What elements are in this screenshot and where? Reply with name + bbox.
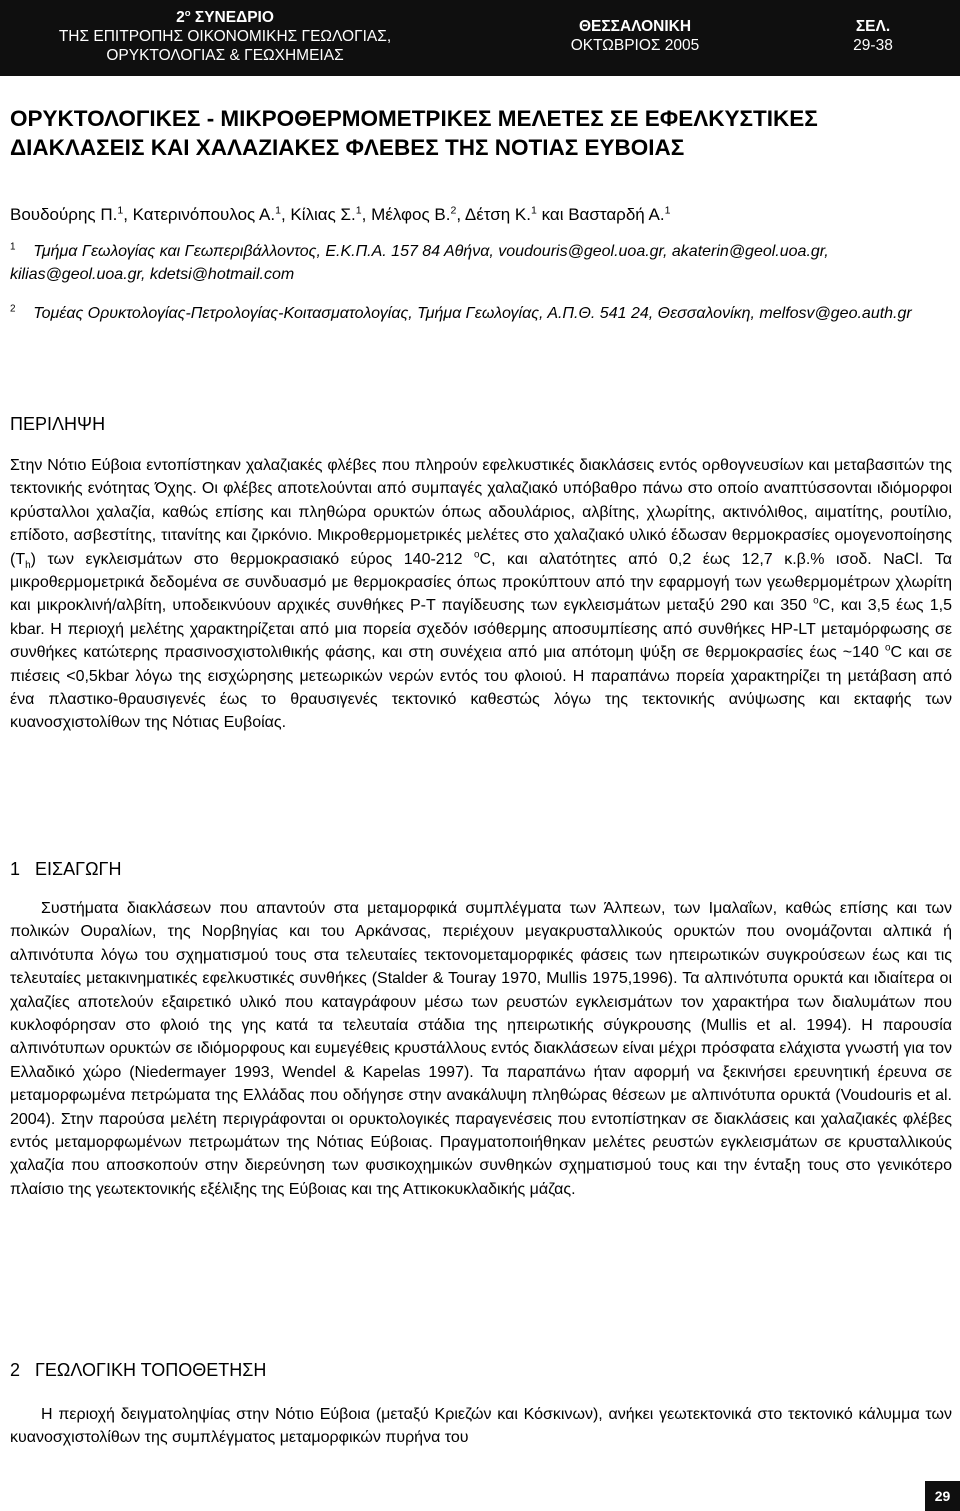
abstract-heading: ΠΕΡΙΛΗΨΗ — [10, 414, 106, 434]
geology-text: Η περιοχή δειγματοληψίας στην Νότιο Εύβοια (μεταξύ Κριεζών και Κόσκινων), ανήκει γεωτεκτονικά στο τεκτονικό κάλυμμα των κυανοσχιστολίθων της συμπλέγματος μεταμορφικών πυρήνα του — [10, 1406, 952, 1447]
section-heading-introduction: 1 ΕΙΣΑΓΩΓΗ — [10, 859, 122, 879]
conference-name — [0, 8, 450, 65]
conference-ordinal: ο — [184, 7, 191, 19]
section-heading-geology: 2 ΓΕΩΛΟΓΙΚΗ ΤΟΠΟΘΕΤΗΣΗ — [10, 1360, 267, 1380]
page-range — [818, 17, 928, 55]
author: Δέτση Κ.$^1$ και — [464, 204, 569, 224]
affiliation-text: Τομέας Ορυκτολογίας-Πετρολογίας-Κοιτασματολογίας, Τμήμα Γεωλογίας, Α.Π.Θ. 541 24, Θεσσαλονίκη, melfosv@geo.auth.gr — [33, 305, 912, 322]
affiliation-2 — [10, 302, 952, 325]
affiliation-text: Τμήμα Γεωλογίας και Γεωπεριβάλλοντος, Ε.Κ.Π.Α. 157 84 Αθήνα, voudouris@geol.uoa.gr, akaterin@geol.uoa.gr, kilias@geol.uoa.gr, kdetsi@hotmail.com — [10, 243, 829, 283]
page-number: 29 — [925, 1481, 960, 1511]
author: Κατερινόπουλος Α.$^1$, — [132, 204, 291, 224]
paper-title: ΟΡΥΚΤΟΛΟΓΙΚΕΣ - ΜΙΚΡΟΘΕΡΜΟΜΕΤΡΙΚΕΣ ΜΕΛΕΤΕΣ ΣΕ ΕΦΕΛΚΥΣΤΙΚΕΣ ΔΙΑΚΛΑΣΕΙΣ ΚΑΙ ΧΑΛΑΖΙΑΚΕΣ ΦΛΕΒΕΣ ΤΗΣ ΝΟΤΙΑΣ ΕΥΒΟΙΑΣ — [10, 106, 818, 160]
conference-header — [0, 0, 960, 76]
author: Βουδούρης Π.$^1$, — [10, 204, 133, 224]
author: Κίλιας Σ.$^1$, — [290, 204, 372, 224]
committee-line-2: ΟΡΥΚΤΟΛΟΓΙΑΣ & ΓΕΩΧΗΜΕΙΑΣ — [106, 47, 344, 64]
page-range-value: 29-38 — [853, 37, 893, 54]
conference-venue — [530, 17, 740, 55]
abstract-text: Στην Νότιο Εύβοια εντοπίστηκαν χαλαζιακές φλέβες που πληρούν εφελκυστικές διακλάσεις εντός ορθογνευσίων και μεταβασιτών της τεκτονικής ενότητας Όχης. Οι φλέβες αποτελούνται από συμπαγές χαλαζιακό υπόβαθρο πάνω στο οποίο αναπτύσσονται ιδιόμορφοι κρύσταλλοι χαλαζία, καθώς επίσης και πληθώρα ορυκτών όπως αδουλάριος, αλβίτης, χλωρίτης, ακτινόλιθος, αιματίτης, ρουτίλιο, επίδοτο, ασβεστίτης, τιτανίτης και ζιρκόνιο. Μικροθερμομετρικές μελέτες στο χαλαζιακό υλικό έδωσαν θερμοκρασίες ομογενοποίησης $(T_h)$ των εγκλεισμάτων στο θερμοκρασιακό εύρος 140-212 $^o$C, και αλατότητες από 0,2 έως 12,7 κ.β.% ισοδ. NaCl. Τα μικροθερμομετρικά δεδομένα σε συνδυασμό με θερμοκρασίες όπως προκύπτουν από την εφαρμογή των γεωθερμομέτρων χλωρίτη και μικροκλινή/αλβίτη, υποδεικνύουν αρχικές συνθήκες P-T παγίδευσης των εγκλεισμάτων μεταξύ 290 και 350 $^o$C, και 3,5 έως 1,5 kbar. Η περιοχή μελέτης χαρακτηρίζεται από μια πορεία σχεδόν ισόθερμης αποσυμπίεσης από συνθήκες HP-LT μεταμόρφωσης σε συνθήκες κατώτερης πρασινοσχιστολιθικής φάσης, και στη συνέχεια από μια απότομη ψύξη σε θερμοκρασίες έως ~140 $^o$C και σε πιέσεις <0,5kbar λόγω της εισχώρησης μετεωρικών νερών εντός του φλοιού. Η παραπάνω πορεία χαρακτηρίζει τη μετάβαση από ένα πλαστικο-θραυσιγενές έως το θραυσιγενές τεκτονικό καθεστώς λόγω της τεκτονικής ανύψωσης και εκταφής των κυανοσχιστολίθων της Νότιας Ευβοίας. — [10, 457, 953, 732]
conference-label: ΣΥΝΕΔΡΙΟ — [194, 9, 274, 26]
introduction-text: Συστήματα διακλάσεων που απαντούν στα μεταμορφικά συμπλέγματα των Άλπεων, των Ιμαλαΐων, καθώς επίσης και των πολικών Ουραλίων, της Νορβηγίας και του Αρκάνσας, περιέχουν μεγακρυσταλλικούς ορυκτών που ονομάζονται αλπικά ή αλπινότυπα λόγω του σχηματισμού τους στα τελευταίες τεκτονομεταμορφικές φάσεις των ηπειρωτικών συγκρούσεων έως και τις τελευταίες μετακινηματικές εφελκυστικές συνθήκες (Stalder & Touray 1970, Mullis 1975,1996). Τα αλπινότυπα ορυκτά και ιδιαίτερα οι χαλαζίες αποτελούν εξαιρετικό υλικό που καταγράφουν μέσω των ρευστών εγκλεισμάτων τον χαρακτήρα των διαλυμάτων που κυκλοφόρησαν στο φλοιό της γης κατά τα τελευταία στάδια της ηπειρωτικής σύγκρουσης (Mullis et al. 1994). Η παρουσία αλπινότυπων ορυκτών σε ιδιόμορφους και ευμεγέθεις κρυστάλλους εντός διακλάσεων είναι μέχρι πρόσφατα ελάχιστα γνωστή για τον Ελλαδικό χώρο (Niedermayer 1993, Wendel & Kapelas 1997). Τα παραπάνω ήταν αφορμή να ξεκινήσει ερευνητική έρευνα σε μεταμορφωμένα πετρώματα της Ελλάδας που οδήγησε στην ανακάλυψη πληθώρας θέσεων με αλπινότυπα ορυκτά (Voudouris et al. 2004). Στην παρούσα μελέτη περιγράφονται οι ορυκτολογικές παραγενέσεις που εντοπίστηκαν σε διακλάσεις και χαλαζιακές φλέβες εντός μεταμορφωμένων πετρωμάτων της Νότιας Εύβοιας. Πραγματοποιήθηκαν μελέτες ρευστών εγκλεισμάτων σε κρυσταλλικούς χαλαζία που αποσκοπούν στην διερεύνηση των φυσικοχημικών συνθηκών σχηματισμού τους και την ένταξη τους στο γενικότερο πλαίσιο της γεωτεκτονικής εξέλιξης της Εύβοιας και της Αττικοκυκλαδικής μάζας. — [10, 900, 952, 1198]
conference-date: ΟΚΤΩΒΡΙΟΣ 2005 — [570, 37, 700, 54]
affiliation-mark: 2 — [10, 303, 16, 315]
author-list — [10, 203, 952, 226]
conference-city: ΘΕΣΣΑΛΟΝΙΚΗ — [578, 18, 692, 35]
committee-line-1: ΤΗΣ ΕΠΙΤΡΟΠΗΣ ΟΙΚΟΝΟΜΙΚΗΣ ΓΕΩΛΟΓΙΑΣ, — [58, 28, 392, 45]
conference-number: 2 — [176, 9, 185, 26]
page-range-label: ΣΕΛ. — [855, 18, 891, 35]
author: Μέλφος Β.$^2$, — [371, 204, 465, 224]
affiliation-1 — [10, 240, 952, 286]
affiliation-mark: 1 — [10, 241, 16, 253]
author: Βασταρδή Α.$^1$ — [568, 204, 671, 224]
